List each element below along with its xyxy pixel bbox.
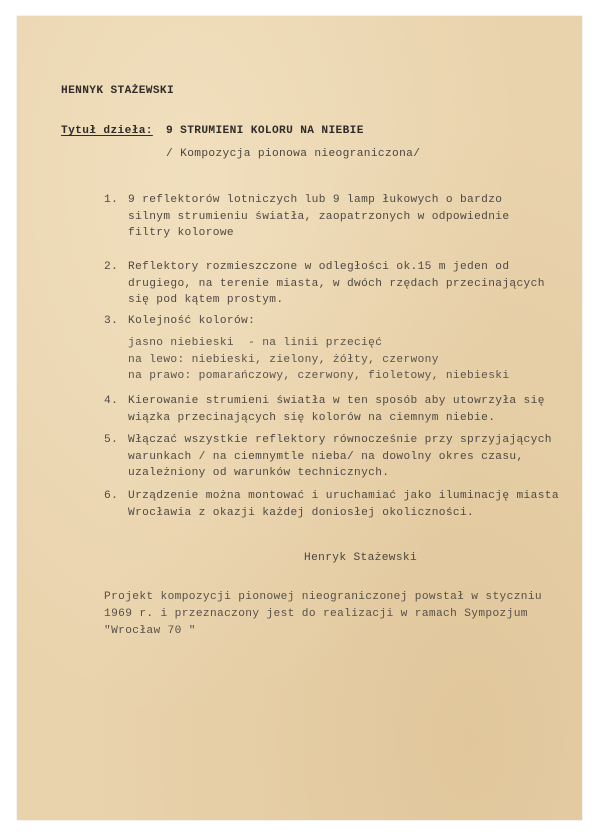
color-order-list xyxy=(128,335,509,385)
list-item-4 xyxy=(104,393,564,426)
list-item-5 xyxy=(104,432,564,482)
color-order-line: na prawo: pomarańczowy, czerwony, fioletowy, niebieski xyxy=(128,370,510,382)
color-order-line: na lewo: niebieski, zielony, żółty, czerwony xyxy=(128,353,439,366)
list-item-6 xyxy=(104,488,564,521)
item-line: Urządzenie można montować i uruchamiać jako iluminację miasta xyxy=(128,490,559,502)
item-number: 6. xyxy=(104,490,119,502)
note-line: Projekt kompozycji pionowej nieograniczonej powstał w styczniu xyxy=(104,591,542,603)
list-item-1 xyxy=(104,192,564,242)
document-subtitle: / Kompozycja pionowa nieograniczona/ xyxy=(166,148,421,160)
list-item-3 xyxy=(104,313,564,330)
item-line: Kolejność kolorów: xyxy=(128,315,256,327)
list-item-2 xyxy=(104,259,564,309)
item-line: drugiego, na terenie miasta, w dwóch rzędach przecinających xyxy=(128,277,545,290)
item-line: wiązka przecinających się kolorów na ciemnym niebie. xyxy=(128,411,496,424)
item-line: Włączać wszystkie reflektory równocześnie przy sprzyjających xyxy=(128,434,552,446)
signature: Henryk Stażewski xyxy=(304,552,418,564)
author-header: HENNYK STAŻEWSKI xyxy=(61,85,175,97)
item-number: 2. xyxy=(104,261,119,273)
item-line: Wrocławia z okazji każdej doniosłej okoliczności. xyxy=(128,506,475,519)
item-line: warunkach / na ciemnymtle nieba/ na dowolny okres czasu, xyxy=(128,450,524,463)
item-line: filtry kolorowe xyxy=(128,227,234,239)
item-line: uzależniony od warunków technicznych. xyxy=(128,467,390,479)
item-line: Kierowanie strumieni światła w ten sposób aby utowrzyła się xyxy=(128,395,545,407)
item-line: silnym strumieniu światła, zaopatrzonych w odpowiednie xyxy=(128,210,510,223)
document-title: 9 STRUMIENI KOLORU NA NIEBIE xyxy=(166,125,364,137)
note-line: 1969 r. i przeznaczony jest do realizacji w ramach Sympozjum xyxy=(104,608,528,620)
item-line: się pod kątem prostym. xyxy=(128,294,284,306)
color-order-line: jasno niebieski - na linii przecięć xyxy=(128,337,383,349)
item-number: 4. xyxy=(104,395,119,407)
item-number: 3. xyxy=(104,315,119,327)
item-number: 1. xyxy=(104,194,119,206)
note-line: "Wrocław 70 " xyxy=(104,625,196,637)
item-line: Reflektory rozmieszczone w odległości ok.15 m jeden od xyxy=(128,261,510,273)
closing-note xyxy=(104,589,542,640)
item-number: 5. xyxy=(104,434,119,446)
title-label: Tytuł dzieła: xyxy=(61,125,153,137)
item-line: 9 reflektorów lotniczych lub 9 lamp łukowych o bardzo xyxy=(128,194,503,206)
